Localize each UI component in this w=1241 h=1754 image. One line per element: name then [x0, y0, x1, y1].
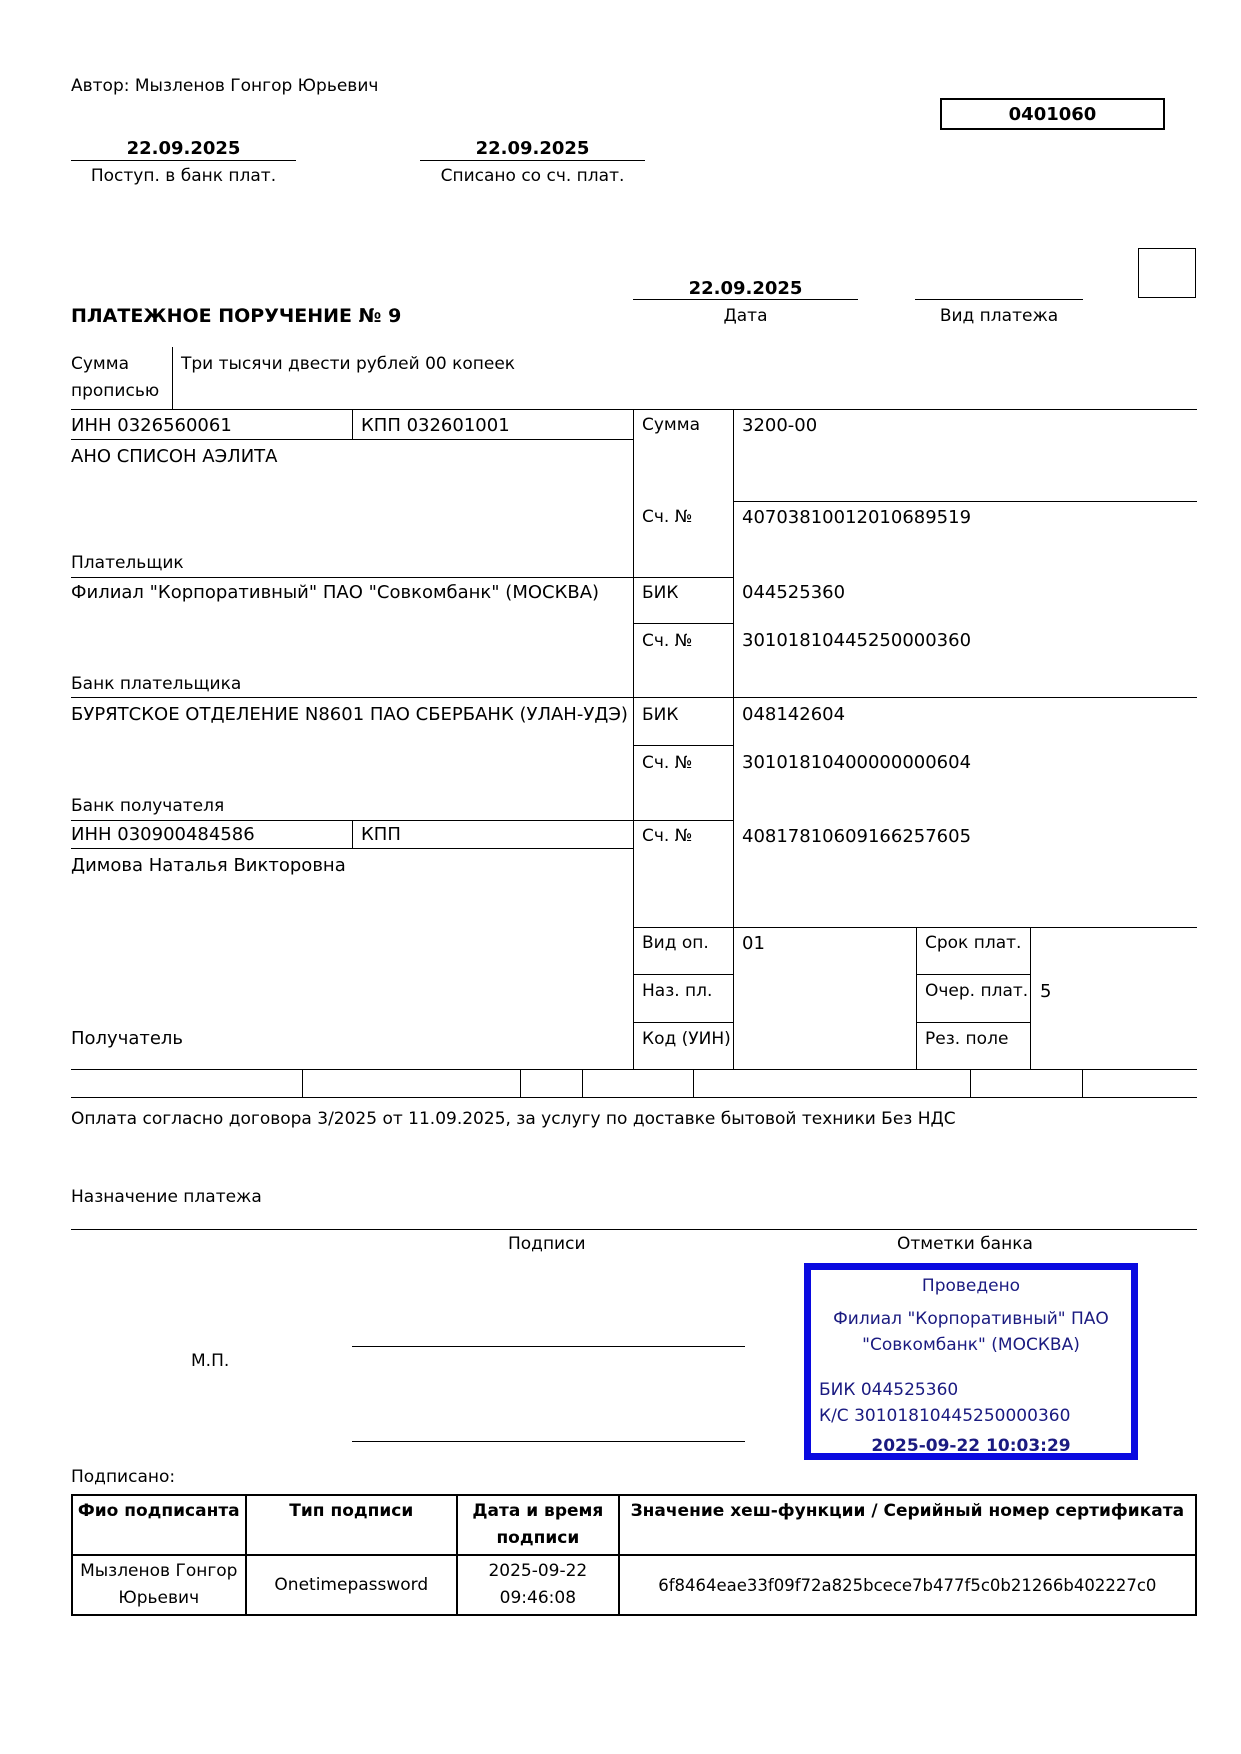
payer-label: Плательщик: [71, 553, 184, 573]
stamp-status: Проведено: [921, 1276, 1021, 1296]
hash-value: 6f8464eae33f09f72a825bcece7b477f5c0b21266b402227c0: [619, 1555, 1196, 1615]
queue-value: 5: [1040, 981, 1052, 1002]
grid-line: [693, 1069, 694, 1097]
grid-line: [916, 974, 1030, 975]
amount-label: Сумма: [642, 415, 700, 435]
payee-account-label: Сч. №: [642, 826, 693, 846]
amount-value: 3200-00: [742, 415, 818, 436]
amount-words-label-2: прописью: [71, 381, 160, 401]
debited-date: 22.09.2025: [475, 138, 590, 159]
bank-marks-label: Отметки банка: [897, 1234, 1033, 1254]
status-box: [1138, 248, 1196, 298]
grid-line: [733, 501, 1197, 502]
table-row: [72, 1555, 1196, 1615]
payee-label: Получатель: [71, 1028, 184, 1049]
grid-line: [633, 623, 733, 624]
op-type-value: 01: [742, 933, 765, 954]
payer-kpp: КПП 032601001: [361, 415, 510, 436]
op-type-label: Вид оп.: [642, 933, 709, 953]
bank-stamp: [804, 1263, 1138, 1460]
debited-date-line: [420, 160, 645, 161]
signer-name: Мызленов Гонгор Юрьевич: [72, 1555, 246, 1615]
payee-bik: 048142604: [742, 704, 846, 725]
payer-bik: 044525360: [742, 582, 846, 603]
payer-name: АНО СПИСОН АЭЛИТА: [71, 446, 278, 467]
payment-type-label: Вид платежа: [939, 306, 1059, 326]
payment-purpose-label: Назначение платежа: [71, 1187, 262, 1207]
grid-line: [733, 409, 734, 1069]
grid-line: [71, 409, 1197, 410]
amount-words-label: Сумма: [71, 354, 129, 374]
debited-label: Списано со сч. плат.: [440, 166, 625, 186]
grid-line: [633, 1022, 733, 1023]
payer-bik-label: БИК: [642, 583, 679, 603]
payer-account-label: Сч. №: [642, 507, 693, 527]
payer-corr-label: Сч. №: [642, 631, 693, 651]
grid-line: [582, 1069, 583, 1097]
header-hash-serial: Значение хеш-функции / Серийный номер сертификата: [619, 1495, 1196, 1555]
payee-kpp: КПП: [361, 824, 401, 845]
payer-bank-label: Банк плательщика: [71, 674, 242, 694]
payee-bank-label: Банк получателя: [71, 796, 225, 816]
date-line: [633, 299, 858, 300]
amount-words: Три тысячи двести рублей 00 копеек: [181, 354, 516, 374]
payment-purpose-text: Оплата согласно договора 3/2025 от 11.09.2025, за услугу по доставке бытовой техники Без НДС: [71, 1109, 956, 1129]
stamp-bik: БИК 044525360: [819, 1380, 959, 1400]
grid-line: [1082, 1069, 1083, 1097]
stamp-datetime: 2025-09-22 10:03:29: [871, 1436, 1071, 1456]
signature-line-2: [352, 1441, 745, 1442]
grid-line: [916, 1022, 1030, 1023]
term-label: Срок плат.: [925, 933, 1022, 953]
grid-line: [633, 409, 634, 1069]
payee-bank-name: БУРЯТСКОЕ ОТДЕЛЕНИЕ N8601 ПАО СБЕРБАНК (УЛАН-УДЭ): [71, 704, 628, 725]
payer-bank-name: Филиал "Корпоративный" ПАО "Совкомбанк" (МОСКВА): [71, 582, 600, 603]
uin-label: Код (УИН): [642, 1029, 731, 1049]
received-date: 22.09.2025: [126, 138, 241, 159]
payer-inn: ИНН 0326560061: [71, 415, 232, 436]
grid-line: [71, 439, 634, 440]
grid-line: [71, 1097, 1197, 1098]
grid-line: [71, 848, 634, 849]
payee-corr-label: Сч. №: [642, 753, 693, 773]
payment-type-line: [915, 299, 1083, 300]
grid-line: [71, 1229, 1197, 1230]
form-code-box: 0401060: [940, 98, 1165, 130]
queue-label: Очер. плат.: [925, 981, 1029, 1001]
payer-account: 40703810012010689519: [742, 507, 972, 528]
signature-table-header: [72, 1495, 1196, 1555]
divider: [172, 347, 173, 409]
date-label: Дата: [723, 306, 768, 326]
grid-line: [970, 1069, 971, 1097]
header-signature-type: Тип подписи: [246, 1495, 458, 1555]
received-label: Поступ. в банк плат.: [90, 166, 277, 186]
payee-account: 40817810609166257605: [742, 826, 972, 847]
reserve-label: Рез. поле: [925, 1029, 1009, 1049]
signature-type: Onetimepassword: [246, 1555, 458, 1615]
stamp-bank-line1: Филиал "Корпоративный" ПАО: [833, 1309, 1109, 1329]
grid-line: [916, 927, 917, 1069]
purpose-code-label: Наз. пл.: [642, 981, 713, 1001]
document-date: 22.09.2025: [688, 278, 803, 299]
payee-inn: ИНН 030900484586: [71, 824, 255, 845]
received-date-line: [71, 160, 296, 161]
signature-datetime: 2025-09-22 09:46:08: [457, 1555, 619, 1615]
signature-line-1: [352, 1346, 745, 1347]
grid-line: [71, 697, 1197, 698]
grid-line: [1030, 927, 1031, 1069]
payee-name: Димова Наталья Викторовна: [71, 855, 346, 876]
grid-line: [71, 1069, 1197, 1070]
grid-line: [633, 745, 733, 746]
stamp-ks: К/С 30101810445250000360: [819, 1406, 1071, 1426]
mp-label: М.П.: [191, 1351, 230, 1371]
payer-corr-account: 30101810445250000360: [742, 630, 972, 651]
author-line: Автор: Мызленов Гонгор Юрьевич: [71, 76, 379, 96]
grid-line: [520, 1069, 521, 1097]
payee-corr-account: 30101810400000000604: [742, 752, 972, 773]
payee-bik-label: БИК: [642, 705, 679, 725]
document-title: ПЛАТЕЖНОЕ ПОРУЧЕНИЕ № 9: [71, 305, 402, 327]
grid-line: [633, 927, 1197, 928]
signed-label: Подписано:: [71, 1467, 176, 1487]
grid-line: [352, 820, 353, 848]
grid-line: [633, 974, 733, 975]
header-signature-datetime: Дата и время подписи: [457, 1495, 619, 1555]
grid-line: [302, 1069, 303, 1097]
header-signer-name: Фио подписанта: [72, 1495, 246, 1555]
signature-table: [71, 1494, 1197, 1616]
stamp-bank-line2: "Совкомбанк" (МОСКВА): [862, 1335, 1080, 1355]
grid-line: [352, 409, 353, 439]
signatures-label: Подписи: [508, 1234, 586, 1254]
